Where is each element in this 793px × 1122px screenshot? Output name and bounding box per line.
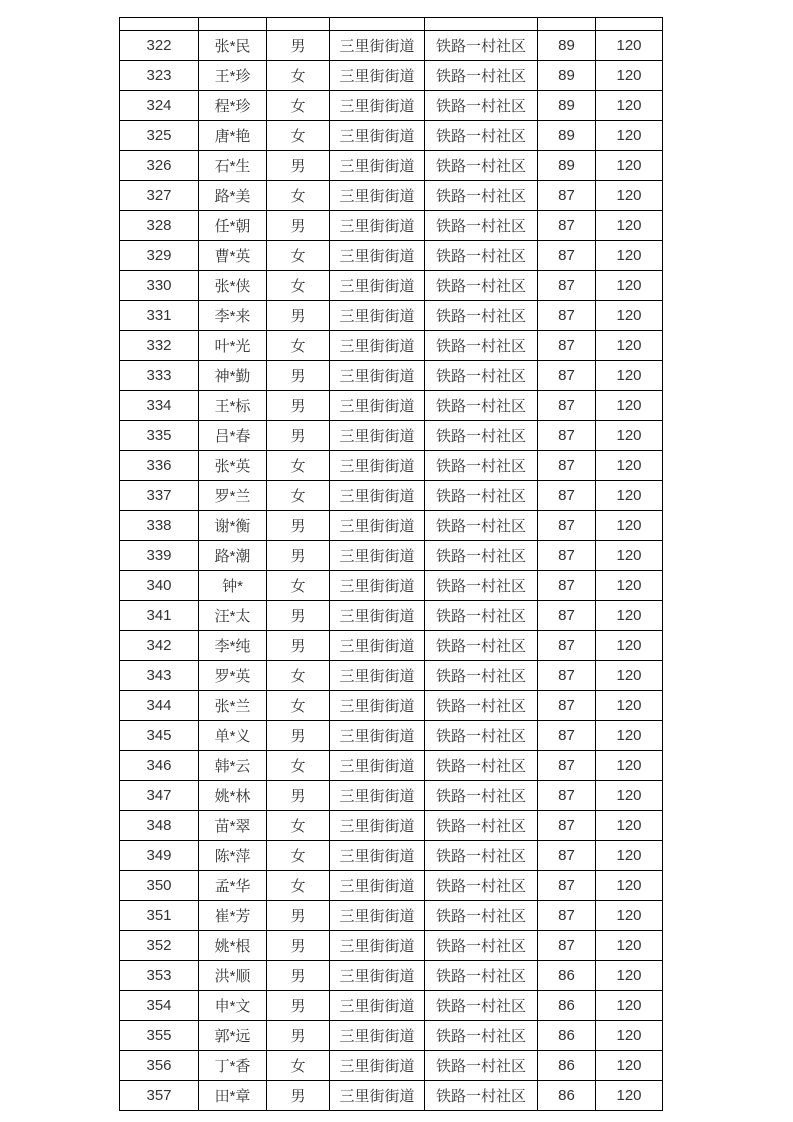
- cell-quota: 120: [596, 601, 663, 631]
- cell-index: 347: [120, 781, 199, 811]
- cell-community: 铁路一村社区: [425, 661, 538, 691]
- cell-gender: 女: [267, 61, 330, 91]
- cell-quota: 120: [596, 961, 663, 991]
- table-row: [120, 961, 663, 991]
- cell-quota: 120: [596, 1051, 663, 1081]
- cell-name: 韩*云: [199, 751, 267, 781]
- cell-community: 铁路一村社区: [425, 481, 538, 511]
- cell-gender: 女: [267, 331, 330, 361]
- cell-gender: 女: [267, 571, 330, 601]
- cell-quota: 120: [596, 841, 663, 871]
- cell-community: 铁路一村社区: [425, 91, 538, 121]
- table-row: [120, 301, 663, 331]
- cell-community: 铁路一村社区: [425, 631, 538, 661]
- cell-street: 三里街街道: [330, 931, 425, 961]
- cell-gender: 男: [267, 631, 330, 661]
- table-row: [120, 391, 663, 421]
- cell-index: 350: [120, 871, 199, 901]
- cell-quota: 120: [596, 901, 663, 931]
- cell-gender: 男: [267, 961, 330, 991]
- residents-table: [119, 17, 663, 1111]
- cell-gender: 男: [267, 361, 330, 391]
- cell-name: 李*纯: [199, 631, 267, 661]
- table-row: [120, 1081, 663, 1111]
- cell-community: 铁路一村社区: [425, 541, 538, 571]
- cell-community: 铁路一村社区: [425, 691, 538, 721]
- cell-index: 336: [120, 451, 199, 481]
- cell-street: 三里街街道: [330, 301, 425, 331]
- cell-name: 罗*英: [199, 661, 267, 691]
- table-row: [120, 541, 663, 571]
- cell-score: 87: [538, 211, 596, 241]
- cell-street: 三里街街道: [330, 481, 425, 511]
- cell-index: 343: [120, 661, 199, 691]
- cell-quota: 120: [596, 421, 663, 451]
- table-row: [120, 121, 663, 151]
- cell-gender: 男: [267, 781, 330, 811]
- cell-index: 357: [120, 1081, 199, 1111]
- partial-cell: [330, 18, 425, 31]
- cell-community: 铁路一村社区: [425, 901, 538, 931]
- cell-quota: 120: [596, 31, 663, 61]
- cell-score: 89: [538, 61, 596, 91]
- cell-community: 铁路一村社区: [425, 841, 538, 871]
- cell-index: 356: [120, 1051, 199, 1081]
- cell-index: 342: [120, 631, 199, 661]
- cell-name: 钟*: [199, 571, 267, 601]
- cell-community: 铁路一村社区: [425, 31, 538, 61]
- cell-gender: 女: [267, 751, 330, 781]
- table-row: [120, 691, 663, 721]
- cell-street: 三里街街道: [330, 1081, 425, 1111]
- cell-score: 87: [538, 721, 596, 751]
- cell-name: 姚*根: [199, 931, 267, 961]
- cell-score: 87: [538, 781, 596, 811]
- cell-gender: 男: [267, 721, 330, 751]
- cell-gender: 男: [267, 151, 330, 181]
- partial-cell: [120, 18, 199, 31]
- cell-name: 叶*光: [199, 331, 267, 361]
- table-row: [120, 511, 663, 541]
- cell-name: 陈*萍: [199, 841, 267, 871]
- table-row: [120, 451, 663, 481]
- table-row: [120, 871, 663, 901]
- cell-score: 86: [538, 1021, 596, 1051]
- cell-street: 三里街街道: [330, 1021, 425, 1051]
- cell-score: 87: [538, 901, 596, 931]
- partial-cell: [425, 18, 538, 31]
- cell-community: 铁路一村社区: [425, 511, 538, 541]
- cell-quota: 120: [596, 691, 663, 721]
- cell-street: 三里街街道: [330, 511, 425, 541]
- table-row: [120, 151, 663, 181]
- cell-quota: 120: [596, 91, 663, 121]
- cell-gender: 男: [267, 31, 330, 61]
- cell-score: 87: [538, 331, 596, 361]
- cell-street: 三里街街道: [330, 31, 425, 61]
- cell-score: 87: [538, 511, 596, 541]
- cell-street: 三里街街道: [330, 1051, 425, 1081]
- cell-community: 铁路一村社区: [425, 361, 538, 391]
- cell-gender: 男: [267, 541, 330, 571]
- cell-gender: 女: [267, 691, 330, 721]
- table-row: [120, 841, 663, 871]
- cell-community: 铁路一村社区: [425, 241, 538, 271]
- cell-gender: 女: [267, 481, 330, 511]
- cell-street: 三里街街道: [330, 121, 425, 151]
- cell-name: 吕*春: [199, 421, 267, 451]
- cell-score: 86: [538, 1081, 596, 1111]
- cell-street: 三里街街道: [330, 961, 425, 991]
- cell-index: 338: [120, 511, 199, 541]
- cell-gender: 男: [267, 1081, 330, 1111]
- cell-street: 三里街街道: [330, 271, 425, 301]
- cell-index: 324: [120, 91, 199, 121]
- cell-gender: 男: [267, 991, 330, 1021]
- cell-score: 87: [538, 301, 596, 331]
- cell-quota: 120: [596, 451, 663, 481]
- table-row: [120, 781, 663, 811]
- cell-quota: 120: [596, 271, 663, 301]
- cell-name: 神*勤: [199, 361, 267, 391]
- cell-score: 87: [538, 571, 596, 601]
- cell-name: 曹*英: [199, 241, 267, 271]
- cell-street: 三里街街道: [330, 541, 425, 571]
- cell-name: 路*美: [199, 181, 267, 211]
- cell-street: 三里街街道: [330, 181, 425, 211]
- cell-name: 路*潮: [199, 541, 267, 571]
- cell-community: 铁路一村社区: [425, 211, 538, 241]
- table-row: [120, 421, 663, 451]
- table-row: [120, 571, 663, 601]
- cell-community: 铁路一村社区: [425, 721, 538, 751]
- cell-score: 87: [538, 241, 596, 271]
- cell-score: 87: [538, 481, 596, 511]
- cell-index: 344: [120, 691, 199, 721]
- cell-street: 三里街街道: [330, 211, 425, 241]
- cell-name: 张*民: [199, 31, 267, 61]
- table-row: [120, 211, 663, 241]
- cell-street: 三里街街道: [330, 451, 425, 481]
- cell-community: 铁路一村社区: [425, 391, 538, 421]
- cell-street: 三里街街道: [330, 151, 425, 181]
- cell-index: 340: [120, 571, 199, 601]
- cell-score: 87: [538, 271, 596, 301]
- cell-gender: 女: [267, 121, 330, 151]
- cell-name: 王*标: [199, 391, 267, 421]
- table-row: [120, 241, 663, 271]
- cell-name: 王*珍: [199, 61, 267, 91]
- table-body: [120, 18, 663, 1111]
- cell-community: 铁路一村社区: [425, 271, 538, 301]
- cell-name: 姚*林: [199, 781, 267, 811]
- cell-quota: 120: [596, 361, 663, 391]
- cell-score: 89: [538, 31, 596, 61]
- cell-gender: 男: [267, 901, 330, 931]
- cell-index: 353: [120, 961, 199, 991]
- table-row: [120, 91, 663, 121]
- cell-community: 铁路一村社区: [425, 811, 538, 841]
- cell-index: 341: [120, 601, 199, 631]
- cell-gender: 男: [267, 601, 330, 631]
- cell-name: 张*侠: [199, 271, 267, 301]
- cell-index: 333: [120, 361, 199, 391]
- cell-street: 三里街街道: [330, 691, 425, 721]
- cell-index: 339: [120, 541, 199, 571]
- cell-index: 346: [120, 751, 199, 781]
- cell-name: 汪*太: [199, 601, 267, 631]
- cell-name: 申*文: [199, 991, 267, 1021]
- cell-street: 三里街街道: [330, 721, 425, 751]
- cell-index: 322: [120, 31, 199, 61]
- cell-index: 326: [120, 151, 199, 181]
- cell-score: 87: [538, 451, 596, 481]
- cell-name: 石*生: [199, 151, 267, 181]
- cell-quota: 120: [596, 1081, 663, 1111]
- cell-score: 87: [538, 841, 596, 871]
- cell-score: 86: [538, 961, 596, 991]
- cell-community: 铁路一村社区: [425, 61, 538, 91]
- cell-community: 铁路一村社区: [425, 991, 538, 1021]
- cell-gender: 女: [267, 1051, 330, 1081]
- cell-score: 86: [538, 991, 596, 1021]
- cell-community: 铁路一村社区: [425, 331, 538, 361]
- table-row: [120, 61, 663, 91]
- cell-quota: 120: [596, 871, 663, 901]
- cell-index: 337: [120, 481, 199, 511]
- cell-index: 331: [120, 301, 199, 331]
- cell-name: 崔*芳: [199, 901, 267, 931]
- cell-quota: 120: [596, 61, 663, 91]
- cell-gender: 女: [267, 241, 330, 271]
- cell-street: 三里街街道: [330, 61, 425, 91]
- cell-gender: 女: [267, 841, 330, 871]
- cell-quota: 120: [596, 391, 663, 421]
- cell-index: 327: [120, 181, 199, 211]
- table-row: [120, 1021, 663, 1051]
- table-row: [120, 631, 663, 661]
- cell-quota: 120: [596, 631, 663, 661]
- cell-street: 三里街街道: [330, 421, 425, 451]
- cell-index: 349: [120, 841, 199, 871]
- cell-community: 铁路一村社区: [425, 871, 538, 901]
- cell-quota: 120: [596, 481, 663, 511]
- cell-quota: 120: [596, 781, 663, 811]
- cell-gender: 女: [267, 451, 330, 481]
- cell-name: 郭*远: [199, 1021, 267, 1051]
- cell-street: 三里街街道: [330, 91, 425, 121]
- cell-gender: 女: [267, 271, 330, 301]
- cell-community: 铁路一村社区: [425, 751, 538, 781]
- cell-name: 唐*艳: [199, 121, 267, 151]
- cell-quota: 120: [596, 541, 663, 571]
- table-row: [120, 811, 663, 841]
- table-row: [120, 601, 663, 631]
- cell-gender: 女: [267, 871, 330, 901]
- cell-index: 323: [120, 61, 199, 91]
- cell-quota: 120: [596, 721, 663, 751]
- cell-street: 三里街街道: [330, 781, 425, 811]
- table-row: [120, 361, 663, 391]
- cell-community: 铁路一村社区: [425, 181, 538, 211]
- table-row: [120, 661, 663, 691]
- cell-score: 87: [538, 541, 596, 571]
- cell-index: 332: [120, 331, 199, 361]
- table-row: [120, 271, 663, 301]
- table-row: [120, 1051, 663, 1081]
- cell-gender: 男: [267, 211, 330, 241]
- cell-street: 三里街街道: [330, 811, 425, 841]
- cell-index: 325: [120, 121, 199, 151]
- cell-name: 丁*香: [199, 1051, 267, 1081]
- cell-street: 三里街街道: [330, 751, 425, 781]
- cell-gender: 男: [267, 931, 330, 961]
- cell-community: 铁路一村社区: [425, 931, 538, 961]
- table-row: [120, 481, 663, 511]
- table-row: [120, 331, 663, 361]
- cell-score: 87: [538, 601, 596, 631]
- cell-street: 三里街街道: [330, 901, 425, 931]
- cell-gender: 男: [267, 1021, 330, 1051]
- cell-street: 三里街街道: [330, 241, 425, 271]
- cell-name: 程*珍: [199, 91, 267, 121]
- cell-street: 三里街街道: [330, 631, 425, 661]
- table-row: [120, 721, 663, 751]
- cell-street: 三里街街道: [330, 871, 425, 901]
- partial-cell: [538, 18, 596, 31]
- cell-community: 铁路一村社区: [425, 301, 538, 331]
- cell-name: 孟*华: [199, 871, 267, 901]
- cell-score: 89: [538, 151, 596, 181]
- cell-quota: 120: [596, 751, 663, 781]
- cell-quota: 120: [596, 991, 663, 1021]
- cell-score: 87: [538, 751, 596, 781]
- cell-quota: 120: [596, 811, 663, 841]
- cell-score: 87: [538, 181, 596, 211]
- cell-quota: 120: [596, 331, 663, 361]
- cell-quota: 120: [596, 211, 663, 241]
- cell-gender: 女: [267, 181, 330, 211]
- cell-score: 89: [538, 121, 596, 151]
- cell-gender: 女: [267, 661, 330, 691]
- cell-name: 苗*翠: [199, 811, 267, 841]
- cell-street: 三里街街道: [330, 661, 425, 691]
- cell-score: 87: [538, 631, 596, 661]
- cell-community: 铁路一村社区: [425, 1081, 538, 1111]
- cell-community: 铁路一村社区: [425, 451, 538, 481]
- cell-score: 87: [538, 361, 596, 391]
- cell-quota: 120: [596, 301, 663, 331]
- cell-gender: 女: [267, 91, 330, 121]
- cell-community: 铁路一村社区: [425, 421, 538, 451]
- partial-row-top: [120, 18, 663, 31]
- cell-name: 洪*顺: [199, 961, 267, 991]
- cell-gender: 男: [267, 421, 330, 451]
- table-row: [120, 751, 663, 781]
- cell-score: 86: [538, 1051, 596, 1081]
- cell-name: 李*来: [199, 301, 267, 331]
- cell-street: 三里街街道: [330, 991, 425, 1021]
- cell-index: 345: [120, 721, 199, 751]
- cell-name: 张*兰: [199, 691, 267, 721]
- cell-gender: 女: [267, 811, 330, 841]
- cell-street: 三里街街道: [330, 391, 425, 421]
- cell-index: 355: [120, 1021, 199, 1051]
- cell-street: 三里街街道: [330, 571, 425, 601]
- cell-index: 335: [120, 421, 199, 451]
- cell-name: 罗*兰: [199, 481, 267, 511]
- cell-name: 单*义: [199, 721, 267, 751]
- cell-quota: 120: [596, 571, 663, 601]
- table-row: [120, 31, 663, 61]
- partial-cell: [267, 18, 330, 31]
- cell-score: 87: [538, 691, 596, 721]
- cell-community: 铁路一村社区: [425, 151, 538, 181]
- cell-gender: 男: [267, 391, 330, 421]
- cell-quota: 120: [596, 181, 663, 211]
- cell-street: 三里街街道: [330, 331, 425, 361]
- cell-community: 铁路一村社区: [425, 1021, 538, 1051]
- cell-street: 三里街街道: [330, 601, 425, 631]
- cell-gender: 男: [267, 301, 330, 331]
- cell-score: 87: [538, 661, 596, 691]
- cell-community: 铁路一村社区: [425, 601, 538, 631]
- cell-score: 87: [538, 421, 596, 451]
- cell-quota: 120: [596, 241, 663, 271]
- cell-score: 87: [538, 391, 596, 421]
- cell-quota: 120: [596, 511, 663, 541]
- cell-community: 铁路一村社区: [425, 961, 538, 991]
- cell-street: 三里街街道: [330, 841, 425, 871]
- cell-quota: 120: [596, 121, 663, 151]
- cell-name: 张*英: [199, 451, 267, 481]
- table-row: [120, 181, 663, 211]
- cell-index: 329: [120, 241, 199, 271]
- cell-quota: 120: [596, 1021, 663, 1051]
- cell-quota: 120: [596, 151, 663, 181]
- cell-score: 87: [538, 811, 596, 841]
- cell-community: 铁路一村社区: [425, 781, 538, 811]
- table-row: [120, 991, 663, 1021]
- partial-cell: [596, 18, 663, 31]
- cell-gender: 男: [267, 511, 330, 541]
- table-row: [120, 931, 663, 961]
- cell-index: 328: [120, 211, 199, 241]
- cell-name: 谢*衡: [199, 511, 267, 541]
- cell-community: 铁路一村社区: [425, 571, 538, 601]
- cell-index: 352: [120, 931, 199, 961]
- cell-quota: 120: [596, 931, 663, 961]
- cell-index: 354: [120, 991, 199, 1021]
- cell-community: 铁路一村社区: [425, 121, 538, 151]
- partial-cell: [199, 18, 267, 31]
- cell-score: 87: [538, 871, 596, 901]
- cell-quota: 120: [596, 661, 663, 691]
- cell-name: 任*朝: [199, 211, 267, 241]
- cell-street: 三里街街道: [330, 361, 425, 391]
- cell-index: 334: [120, 391, 199, 421]
- cell-index: 348: [120, 811, 199, 841]
- table-row: [120, 901, 663, 931]
- cell-name: 田*章: [199, 1081, 267, 1111]
- cell-index: 351: [120, 901, 199, 931]
- cell-index: 330: [120, 271, 199, 301]
- cell-score: 89: [538, 91, 596, 121]
- cell-score: 87: [538, 931, 596, 961]
- cell-community: 铁路一村社区: [425, 1051, 538, 1081]
